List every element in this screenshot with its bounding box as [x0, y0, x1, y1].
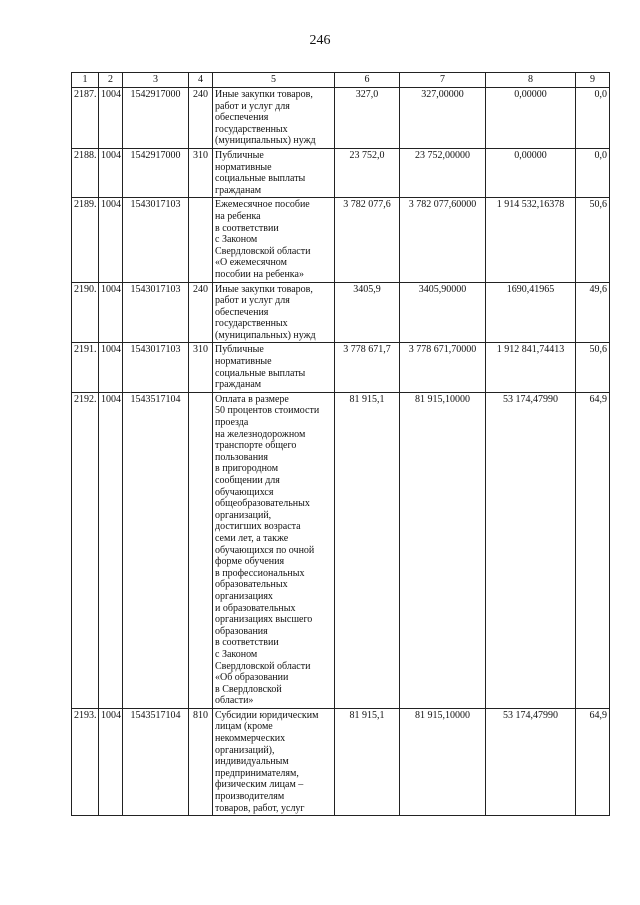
expense-type-cell: [189, 198, 213, 282]
executed-amount-cell: 1690,41965: [486, 282, 576, 343]
approved-amount-cell: 23 752,0: [335, 148, 400, 197]
budget-amount-cell: 3 778 671,70000: [400, 343, 486, 392]
column-header: 7: [400, 73, 486, 88]
table-row: [72, 198, 610, 282]
table-header: [72, 73, 610, 88]
target-code-cell: 1542917000: [123, 148, 189, 197]
description-cell: Ежемесячное пособие на ребенка в соответствии с Законом Свердловской области «О ежемесячном пособии на ребенка»: [213, 198, 335, 282]
column-header: 8: [486, 73, 576, 88]
executed-amount-cell: 0,00000: [486, 148, 576, 197]
execution-percent-cell: 64,9: [576, 392, 610, 708]
row-number-cell: 2192.: [72, 392, 99, 708]
row-number-cell: 2188.: [72, 148, 99, 197]
executed-amount-cell: 1 914 532,16378: [486, 198, 576, 282]
row-number-cell: 2187.: [72, 88, 99, 149]
description-cell: Публичные нормативные социальные выплаты гражданам: [213, 148, 335, 197]
target-code-cell: 1543517104: [123, 392, 189, 708]
approved-amount-cell: 81 915,1: [335, 708, 400, 815]
budget-amount-cell: 81 915,10000: [400, 392, 486, 708]
execution-percent-cell: 0,0: [576, 148, 610, 197]
row-number-cell: 2190.: [72, 282, 99, 343]
approved-amount-cell: 3 782 077,6: [335, 198, 400, 282]
section-code-cell: 1004: [99, 392, 123, 708]
executed-amount-cell: 1 912 841,74413: [486, 343, 576, 392]
budget-table: [71, 72, 610, 816]
approved-amount-cell: 3405,9: [335, 282, 400, 343]
section-code-cell: 1004: [99, 148, 123, 197]
row-number-cell: 2191.: [72, 343, 99, 392]
column-header: 6: [335, 73, 400, 88]
description-cell: Иные закупки товаров, работ и услуг для обеспечения государственных (муниципальных) нужд: [213, 88, 335, 149]
target-code-cell: 1543017103: [123, 343, 189, 392]
page-number: 246: [309, 33, 331, 48]
table-row: [72, 282, 610, 343]
column-header: 9: [576, 73, 610, 88]
target-code-cell: 1543017103: [123, 198, 189, 282]
executed-amount-cell: 53 174,47990: [486, 708, 576, 815]
expense-type-cell: 240: [189, 282, 213, 343]
executed-amount-cell: 53 174,47990: [486, 392, 576, 708]
approved-amount-cell: 3 778 671,7: [335, 343, 400, 392]
section-code-cell: 1004: [99, 708, 123, 815]
row-number-cell: 2189.: [72, 198, 99, 282]
execution-percent-cell: 64,9: [576, 708, 610, 815]
execution-percent-cell: 50,6: [576, 343, 610, 392]
table-row: [72, 148, 610, 197]
execution-percent-cell: 50,6: [576, 198, 610, 282]
budget-amount-cell: 3 782 077,60000: [400, 198, 486, 282]
approved-amount-cell: 327,0: [335, 88, 400, 149]
column-header: 4: [189, 73, 213, 88]
table-row: [72, 708, 610, 815]
description-cell: Иные закупки товаров, работ и услуг для обеспечения государственных (муниципальных) нужд: [213, 282, 335, 343]
target-code-cell: 1543017103: [123, 282, 189, 343]
row-number-cell: 2193.: [72, 708, 99, 815]
execution-percent-cell: 0,0: [576, 88, 610, 149]
budget-amount-cell: 81 915,10000: [400, 708, 486, 815]
description-cell: Публичные нормативные социальные выплаты гражданам: [213, 343, 335, 392]
execution-percent-cell: 49,6: [576, 282, 610, 343]
budget-amount-cell: 3405,90000: [400, 282, 486, 343]
header-row: [72, 73, 610, 88]
target-code-cell: 1543517104: [123, 708, 189, 815]
section-code-cell: 1004: [99, 282, 123, 343]
table-row: [72, 88, 610, 149]
table-row: [72, 343, 610, 392]
section-code-cell: 1004: [99, 88, 123, 149]
expense-type-cell: 240: [189, 88, 213, 149]
budget-amount-cell: 327,00000: [400, 88, 486, 149]
approved-amount-cell: 81 915,1: [335, 392, 400, 708]
section-code-cell: 1004: [99, 343, 123, 392]
target-code-cell: 1542917000: [123, 88, 189, 149]
expense-type-cell: 810: [189, 708, 213, 815]
expense-type-cell: 310: [189, 343, 213, 392]
budget-amount-cell: 23 752,00000: [400, 148, 486, 197]
column-header: 5: [213, 73, 335, 88]
column-header: 1: [72, 73, 99, 88]
section-code-cell: 1004: [99, 198, 123, 282]
description-cell: Субсидии юридическим лицам (кроме некоммерческих организаций), индивидуальным предпринимателям, физическим лицам – производителям товаров, работ, услуг: [213, 708, 335, 815]
expense-type-cell: 310: [189, 148, 213, 197]
column-header: 3: [123, 73, 189, 88]
table-body: [72, 88, 610, 816]
column-header: 2: [99, 73, 123, 88]
table-row: [72, 392, 610, 708]
expense-type-cell: [189, 392, 213, 708]
description-cell: Оплата в размере 50 процентов стоимости проезда на железнодорожном транспорте общего пользования в пригородном сообщении для обучающихся общеобразовательных организаций, достигших возраста семи лет, а также обучающихся по очной форме обучения в профессиональных образовательных организациях и образовательных организациях высшего образования в соответствии с Законом Свердловской области «Об образовании в Свердловской области»: [213, 392, 335, 708]
executed-amount-cell: 0,00000: [486, 88, 576, 149]
